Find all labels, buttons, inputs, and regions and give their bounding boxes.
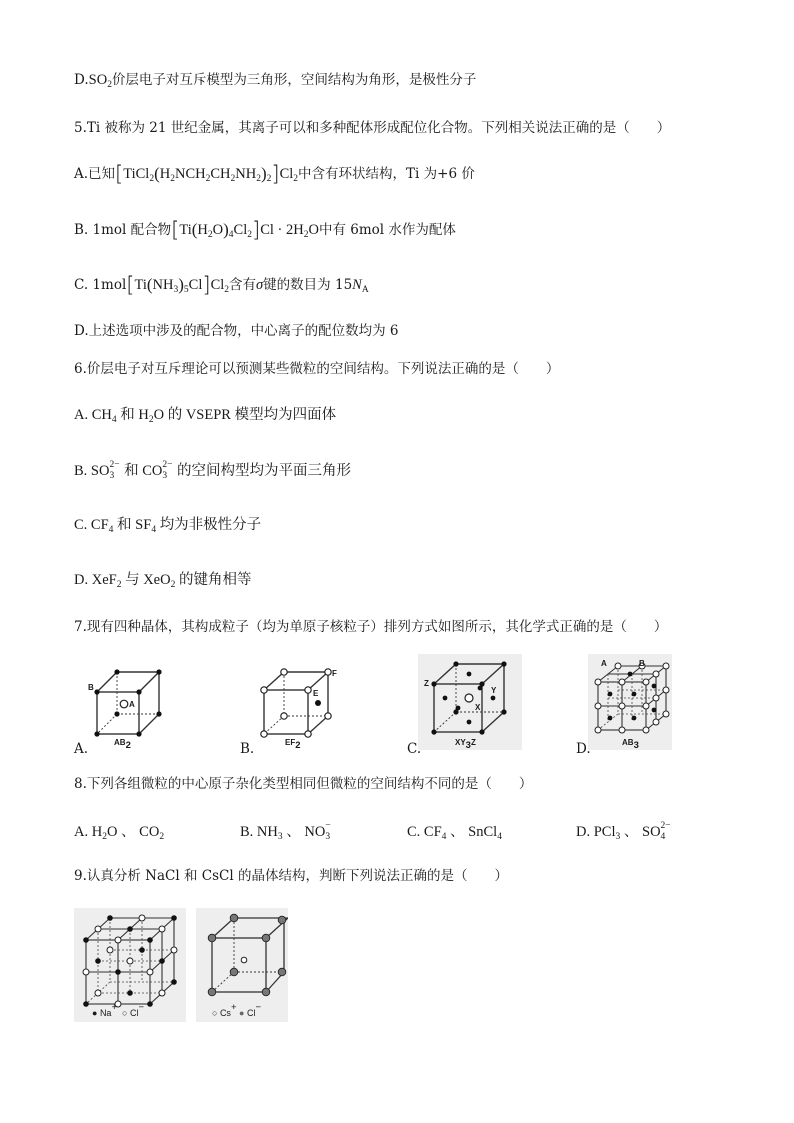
q7-figure-b-label-f: F [332,669,337,678]
q7-option-c: C. [407,741,422,757]
q8-option-a: A. $H_2O$ 、 $CO_2$ [74,824,165,842]
q7-figure-a-caption: $AB_2$ [114,738,131,751]
q7-figure-a-label-b: B [88,683,94,692]
q7-figure-c [418,654,522,750]
q8-option-b: B. $NH_3$ 、 NO − 3 [240,821,331,842]
q6-stem: 6.价层电子对互斥理论可以预测某些微粒的空间结构。下列说法正确的是（ ） [74,361,560,377]
q6-option-d: D. XeF$_2$ 与 XeO$_2$ 的键角相等 [74,572,252,590]
q6-option-a: A. $CH_4$ 和 $H_2O$ 的 VSEPR 模型均为四面体 [74,407,337,425]
q7-figure-d [588,654,672,750]
q5-option-a: A.已知$[TiCl_2(H_2NCH_2CH_2NH_2)_2]Cl_2$中含有环状结构，Ti 为+6 价 [74,162,475,186]
q9-nacl-figure [74,908,186,1022]
q7-figure-a-label-a: A [129,700,135,709]
q8-option-c: C. $CF_4$ 、 SnCl$_4$ [407,824,502,842]
q7-figure-c-label-x: X [475,703,481,712]
q5-option-b: B. 1mol 配合物$[Ti(H_2O)_4Cl_2]Cl \cdot 2H_2O$中有 6mol 水作为配体 [74,218,456,242]
q9-cscl-figure [196,908,288,1022]
q7-option-a: A. [74,741,89,757]
q7-figure-d-label-a: A [601,659,607,668]
q4-option-d: $D.SO_2$价层电子对互斥模型为三角形，空间结构为角形，是极性分子 [74,72,477,90]
q7-figure-b-label-e: E [313,689,319,698]
q9-nacl-legend: ● Na+ ○ Cl− [92,1002,145,1018]
q7-figure-b-caption: $EF_2$ [285,738,301,751]
q7-figure-c-label-y: Y [491,686,497,695]
q6-option-c: C. $CF_4$ 和 $SF_4$ 均为非极性分子 [74,517,262,535]
q7-option-d: D. [576,741,591,757]
q7-option-b: B. [240,741,255,757]
q7-figure-d-caption: $AB_3$ [622,738,639,751]
q7-stem: 7.现有四种晶体，其构成粒子（均为单原子核粒子）排列方式如图所示，其化学式正确的是（ ） [74,619,668,635]
q6-option-b: B. SO 2− 3 和 CO 2− 3 的空间构型均为平面三角形 [74,460,351,481]
q5-option-d: D.上述选项中涉及的配合物，中心离子的配位数均为 6 [74,323,399,339]
q5-option-c: C. $1mol[Ti(NH_3)_5Cl]Cl_2$含有σ键的数目为 $15N_A$ [74,273,369,297]
q9-cscl-legend: ○ Cs+ ● Cl− [212,1002,262,1018]
q8-option-d: D. PCl$_3$ 、 SO 2− 4 [576,821,671,842]
q7-figure-d-label-b: B [639,659,645,668]
q8-stem: 8.下列各组微粒的中心原子杂化类型相同但微粒的空间结构不同的是（ ） [74,776,533,792]
q9-stem: 9.认真分析 NaCl 和 CsCl 的晶体结构，判断下列说法正确的是（ ） [74,868,508,884]
q5-stem: 5.Ti 被称为 21 世纪金属，其离子可以和多种配体形成配位化合物。下列相关说法正确的是（ ） [74,120,671,136]
q7-figure-c-caption: $XY_3Z$ [455,738,476,751]
q7-figure-c-label-z: Z [424,679,429,688]
